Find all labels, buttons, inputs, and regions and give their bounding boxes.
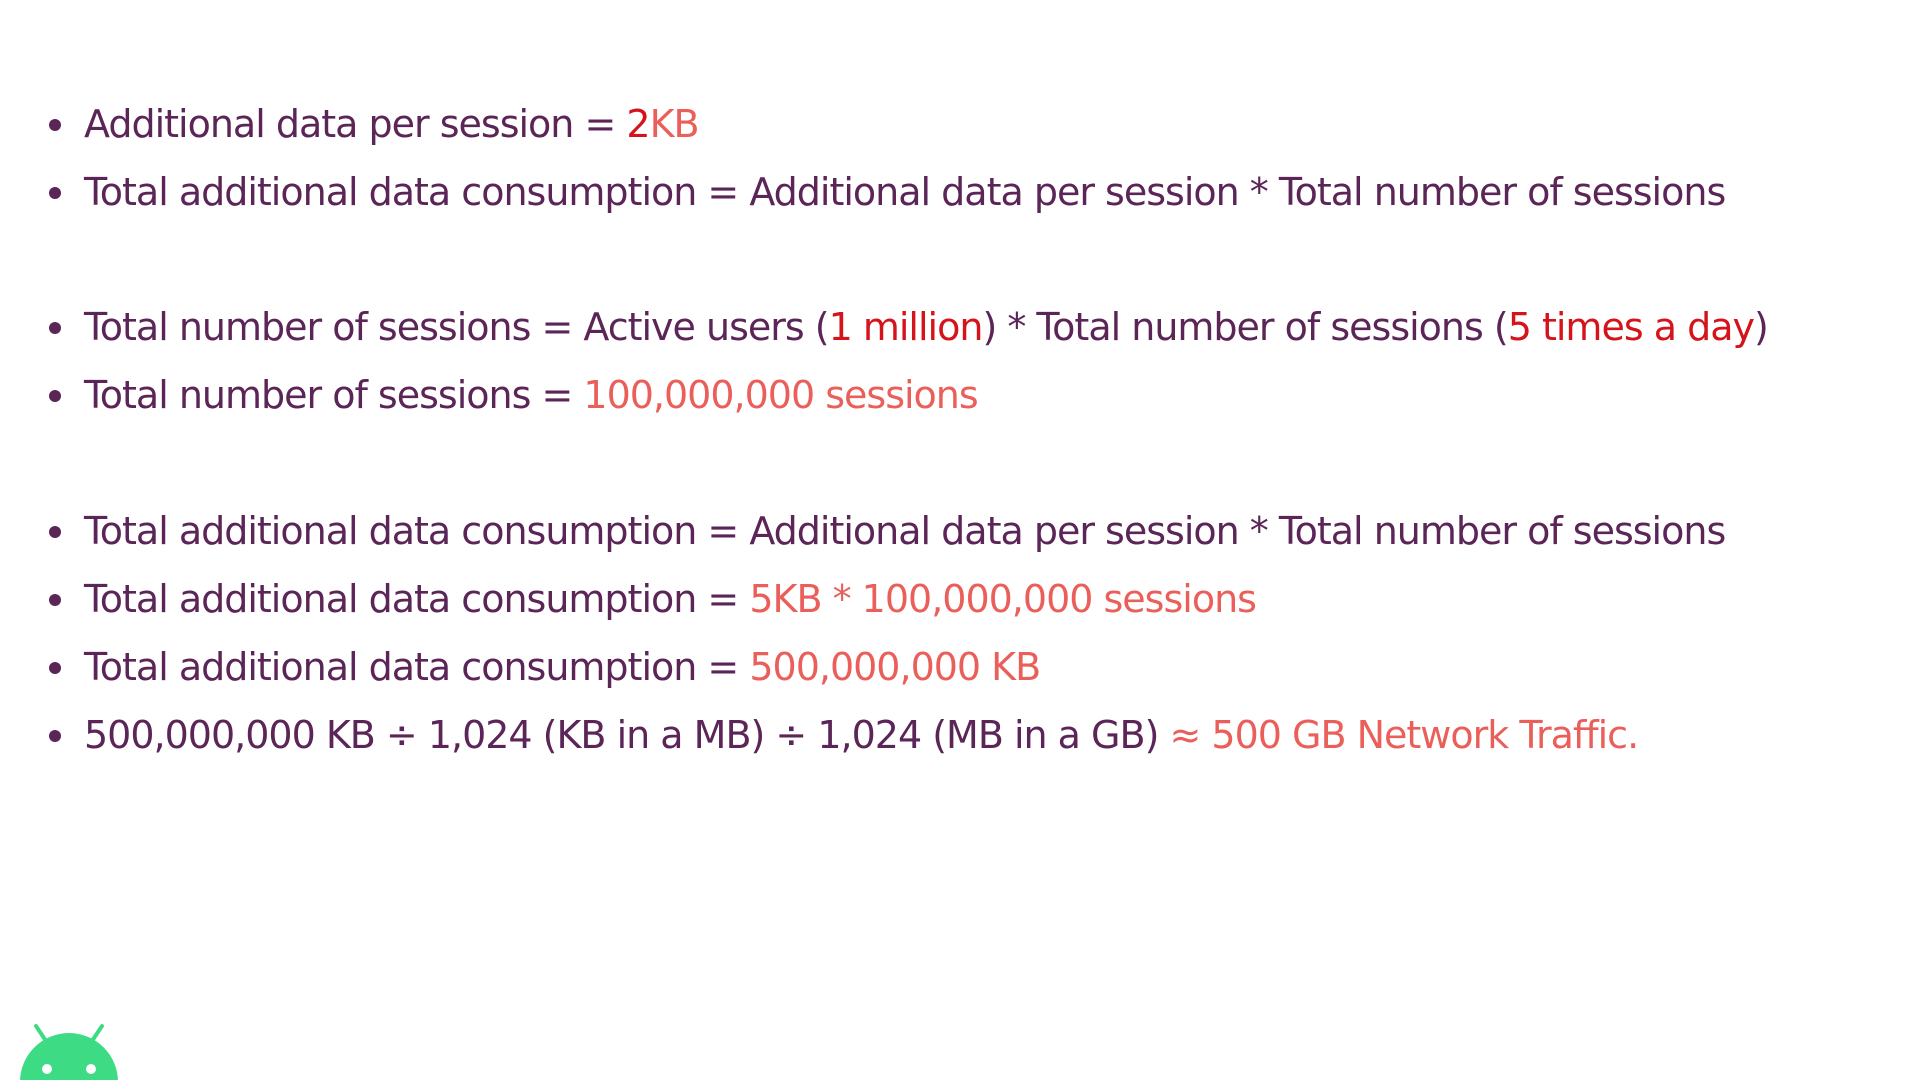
bullet-consumption-substitution [46,565,1725,633]
bullet-group-calculation [46,497,1725,769]
approx-symbol: ≈ [1169,713,1201,757]
bullet-dot [49,390,61,402]
highlight-consumption-value: 500,000,000 KB [749,645,1041,689]
highlight-network-traffic: 500 GB Network Traffic. [1200,713,1639,757]
bullet-text: Total number of sessions = [84,373,584,417]
bullet-dot [49,662,61,674]
highlight-frequency: 5 times a day [1507,305,1754,349]
bullet-text: ) [1753,305,1768,349]
bullet-text: Total additional data consumption = Additional data per session * Total number of sessions [84,170,1726,214]
bullet-consumption-result [46,633,1725,701]
android-eye-left [42,1064,52,1074]
android-eye-right [86,1064,96,1074]
bullet-text: 500,000,000 KB ÷ 1,024 (KB in a MB) ÷ 1,024 (MB in a GB) [84,713,1170,757]
bullet-dot [49,119,61,131]
bullet-dot [49,322,61,334]
highlight-substitution: 5KB * 100,000,000 sessions [749,577,1256,621]
highlight-sessions-value: 100,000,000 sessions [583,373,978,417]
bullet-dot [49,526,61,538]
bullet-additional-data-per-session [46,90,1725,158]
bullet-text: Total additional data consumption = [84,645,750,689]
bullet-text: ) * Total number of sessions ( [982,305,1508,349]
bullet-dot [49,187,61,199]
android-head [20,1033,118,1080]
bullet-group-definition [46,90,1725,226]
bullet-sessions-formula [46,293,1768,361]
highlight-value-digit: 2 [626,102,650,146]
bullet-dot [49,730,61,742]
bullet-network-traffic [46,701,1725,769]
highlight-active-users: 1 million [828,305,983,349]
highlight-value-unit: KB [649,102,699,146]
bullet-group-sessions [46,293,1768,429]
bullet-text: Total number of sessions = Active users ( [84,305,829,349]
bullet-sessions-result [46,361,1768,429]
bullet-total-consumption-formula [46,158,1725,226]
bullet-text: Additional data per session = [84,102,627,146]
bullet-total-consumption-formula [46,497,1725,565]
android-robot-icon [14,1022,124,1080]
bullet-text: Total additional data consumption = [84,577,750,621]
bullet-text: Total additional data consumption = Additional data per session * Total number of sessions [84,509,1726,553]
bullet-dot [49,594,61,606]
